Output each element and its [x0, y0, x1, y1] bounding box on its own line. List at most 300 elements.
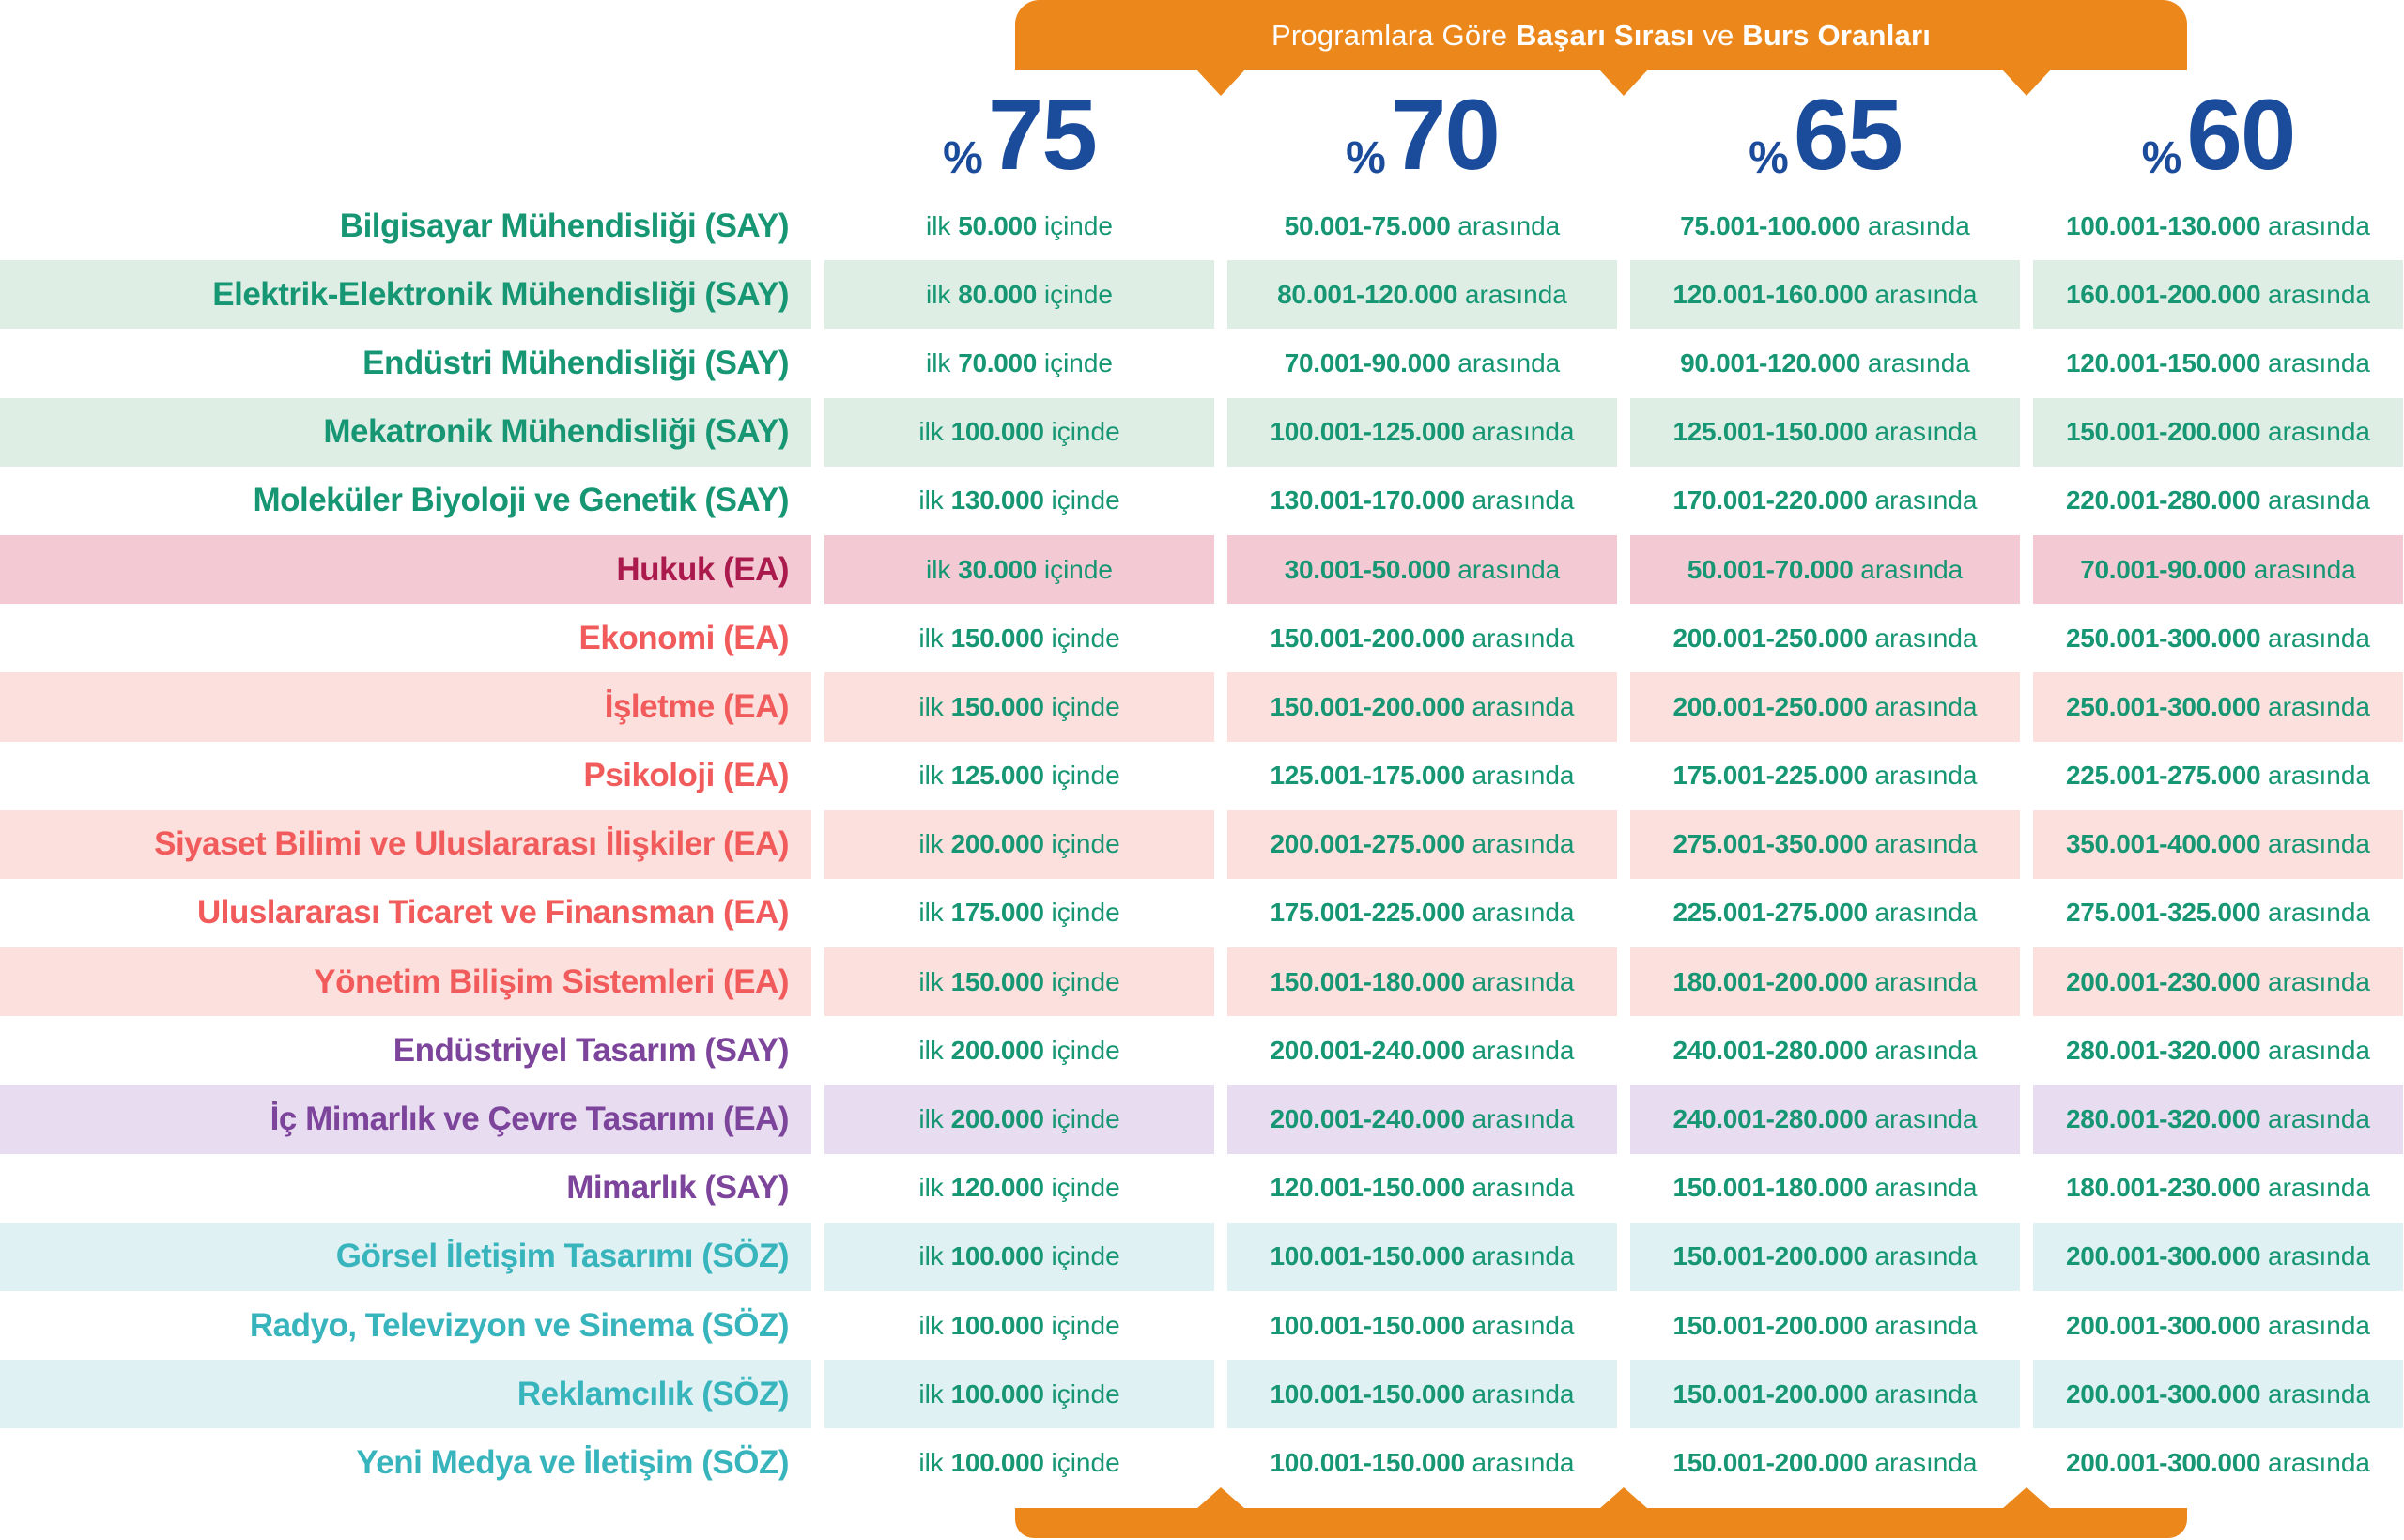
- banner-pointer-up-icon: [2002, 1487, 2051, 1509]
- rank-number: 100.001-150.000: [1270, 1310, 1465, 1340]
- rank-cell-60: [2033, 329, 2403, 397]
- rank-number: 150.001-200.000: [1672, 1378, 1868, 1409]
- rank-label: ilk: [925, 554, 959, 584]
- rank-label: arasında: [1464, 691, 1575, 721]
- rank-cell-65: [1630, 742, 2020, 810]
- rank-label: arasında: [1867, 1310, 1978, 1340]
- rank-number: 150.000: [950, 691, 1044, 721]
- rank-number: 130.001-170.000: [1270, 485, 1465, 516]
- rank-number: 70.000: [958, 347, 1038, 377]
- rank-label: içinde: [1043, 761, 1120, 791]
- rank-label: ilk: [925, 210, 959, 240]
- rank-number: 100.001-150.000: [1270, 1378, 1465, 1409]
- percent-value: 70: [1390, 77, 1499, 191]
- program-name: İşletme (EA): [0, 672, 811, 741]
- rank-number: 125.000: [950, 761, 1044, 791]
- rank-number: 225.001-275.000: [1672, 898, 1868, 928]
- rank-cell-60: [2033, 742, 2403, 810]
- rank-label: arasında: [2260, 1035, 2370, 1065]
- rank-label: içinde: [1043, 485, 1120, 516]
- rank-cell-60: [2033, 1291, 2403, 1360]
- rank-number: 175.000: [950, 898, 1044, 928]
- rank-number: 125.001-150.000: [1672, 417, 1868, 447]
- program-name: Endüstriyel Tasarım (SAY): [393, 1031, 789, 1069]
- rank-number: 50.000: [958, 210, 1038, 240]
- banner-pointer-up-icon: [1196, 1487, 1245, 1509]
- rank-cell-75: [824, 1223, 1214, 1291]
- rank-number: 100.000: [950, 1310, 1044, 1340]
- rank-label: ilk: [918, 829, 951, 859]
- rank-label: içinde: [1043, 1447, 1120, 1477]
- rank-label: arasında: [2260, 347, 2370, 377]
- program-row: [0, 810, 2403, 879]
- rank-cell-70: [1227, 604, 1617, 672]
- rank-cell-60: [2033, 260, 2403, 329]
- rank-label: arasında: [2260, 1104, 2370, 1134]
- rank-label: arasında: [1867, 279, 1978, 309]
- rank-cell-70: [1227, 1360, 1617, 1428]
- rank-number: 275.001-350.000: [1672, 829, 1868, 859]
- rank-number: 200.001-300.000: [2065, 1310, 2261, 1340]
- rank-number: 120.001-160.000: [1672, 279, 1868, 309]
- rank-number: 250.001-300.000: [2065, 691, 2261, 721]
- rank-label: arasında: [1457, 279, 1567, 309]
- rank-label: içinde: [1043, 1241, 1120, 1271]
- rank-number: 130.000: [950, 485, 1044, 516]
- rank-cell-75: [824, 260, 1214, 329]
- rank-cell-70: [1227, 1428, 1617, 1497]
- rank-number: 150.001-200.000: [1672, 1310, 1868, 1340]
- program-name: Uluslararası Ticaret ve Finansman (EA): [196, 894, 789, 932]
- rank-cell-60: [2033, 398, 2403, 467]
- rank-label: arasında: [2260, 1241, 2370, 1271]
- rank-number: 225.001-275.000: [2065, 761, 2261, 791]
- rank-cell-60: [2033, 1016, 2403, 1085]
- rank-label: içinde: [1043, 898, 1120, 928]
- rank-number: 200.001-250.000: [1672, 623, 1868, 653]
- rank-cell-75: [824, 192, 1214, 260]
- rank-cell-70: [1227, 1291, 1617, 1360]
- rank-label: ilk: [918, 1447, 951, 1477]
- rank-label: arasında: [1464, 623, 1575, 653]
- rank-cell-75: [824, 742, 1214, 810]
- rank-cell-75: [824, 879, 1214, 947]
- rank-label: ilk: [918, 1241, 951, 1271]
- rank-cell-65: [1630, 810, 2020, 879]
- rank-label: arasında: [2260, 417, 2370, 447]
- rank-number: 100.000: [950, 417, 1044, 447]
- rank-label: arasında: [1464, 898, 1575, 928]
- rank-number: 350.001-400.000: [2065, 829, 2261, 859]
- rank-cell-60: [2033, 467, 2403, 535]
- rank-number: 100.000: [950, 1378, 1044, 1409]
- rank-label: arasında: [1464, 966, 1575, 996]
- rows: [0, 192, 2403, 1498]
- rank-number: 120.001-150.000: [2065, 347, 2261, 377]
- column-header-60: [2033, 75, 2403, 191]
- program-row: [0, 947, 2403, 1016]
- rank-cell-75: [824, 1154, 1214, 1223]
- rank-label: ilk: [925, 279, 959, 309]
- rank-cell-65: [1630, 467, 2020, 535]
- rank-number: 180.001-230.000: [2065, 1173, 2261, 1203]
- program-row: [0, 879, 2403, 947]
- rank-cell-75: [824, 1291, 1214, 1360]
- rank-label: arasında: [1867, 829, 1978, 859]
- program-row: [0, 260, 2403, 329]
- program-name: Hukuk (EA): [0, 535, 811, 604]
- program-row: [0, 604, 2403, 672]
- program-name: Reklamcılık (SÖZ): [0, 1360, 811, 1428]
- rank-label: ilk: [925, 347, 959, 377]
- rank-number: 75.001-100.000: [1680, 210, 1861, 240]
- rank-label: ilk: [918, 1104, 951, 1134]
- rank-number: 200.001-240.000: [1270, 1104, 1465, 1134]
- rank-number: 200.001-300.000: [2065, 1378, 2261, 1409]
- rank-number: 80.000: [958, 279, 1038, 309]
- rank-label: arasında: [2260, 691, 2370, 721]
- program-name: Yeni Medya ve İletişim (SÖZ): [356, 1443, 789, 1481]
- rank-label: ilk: [918, 1310, 951, 1340]
- rank-number: 30.000: [958, 554, 1038, 584]
- rank-number: 180.001-200.000: [1672, 966, 1868, 996]
- rank-label: arasında: [1867, 417, 1978, 447]
- rank-label: arasında: [1867, 623, 1978, 653]
- program-name: Psikoloji (EA): [583, 757, 789, 794]
- rank-cell-65: [1630, 260, 2020, 329]
- rank-cell-60: [2033, 1428, 2403, 1497]
- rank-label: arasında: [1464, 1241, 1575, 1271]
- rank-label: arasında: [1464, 829, 1575, 859]
- rank-cell-60: [2033, 535, 2403, 604]
- rank-cell-65: [1630, 1016, 2020, 1085]
- rank-label: arasında: [1464, 1173, 1575, 1203]
- rank-number: 250.001-300.000: [2065, 623, 2261, 653]
- program-name: Radyo, Televizyon ve Sinema (SÖZ): [249, 1306, 789, 1344]
- rank-number: 150.000: [950, 966, 1044, 996]
- rank-number: 150.001-200.000: [1270, 623, 1465, 653]
- rank-label: içinde: [1037, 279, 1113, 309]
- rank-cell-70: [1227, 879, 1617, 947]
- rank-cell-70: [1227, 1223, 1617, 1291]
- rank-label: ilk: [918, 1173, 951, 1203]
- title-banner: [1015, 0, 2187, 70]
- rank-label: ilk: [918, 898, 951, 928]
- rank-cell-75: [824, 1360, 1214, 1428]
- rank-cell-60: [2033, 947, 2403, 1016]
- program-row: [0, 467, 2403, 535]
- rank-cell-70: [1227, 260, 1617, 329]
- rank-cell-60: [2033, 1154, 2403, 1223]
- rank-label: arasında: [1867, 1035, 1978, 1065]
- rank-number: 150.001-200.000: [2065, 417, 2261, 447]
- program-name: Mekatronik Mühendisliği (SAY): [0, 398, 811, 467]
- program-row: [0, 1154, 2403, 1223]
- rank-label: arasında: [1867, 485, 1978, 516]
- program-row: [0, 535, 2403, 604]
- rank-number: 200.001-300.000: [2065, 1241, 2261, 1271]
- rank-label: arasında: [1867, 1104, 1978, 1134]
- rank-number: 30.001-50.000: [1284, 554, 1451, 584]
- rank-cell-75: [824, 604, 1214, 672]
- program-name: Elektrik-Elektronik Mühendisliği (SAY): [0, 260, 811, 329]
- rank-number: 100.001-130.000: [2065, 210, 2261, 240]
- rank-label: ilk: [918, 1378, 951, 1409]
- rank-cell-65: [1630, 1085, 2020, 1153]
- rank-cell-60: [2033, 1223, 2403, 1291]
- rank-cell-70: [1227, 810, 1617, 879]
- rank-label: arasında: [2260, 1173, 2370, 1203]
- rank-number: 125.001-175.000: [1270, 761, 1465, 791]
- program-row: [0, 398, 2403, 467]
- rank-number: 280.001-320.000: [2065, 1104, 2261, 1134]
- rank-label: arasında: [1867, 1378, 1978, 1409]
- rank-label: içinde: [1043, 1310, 1120, 1340]
- rank-label: arasında: [2260, 761, 2370, 791]
- rank-label: içinde: [1043, 1104, 1120, 1134]
- rank-cell-65: [1630, 535, 2020, 604]
- program-row: [0, 1223, 2403, 1291]
- rank-number: 200.001-250.000: [1672, 691, 1868, 721]
- rank-cell-75: [824, 535, 1214, 604]
- program-name: Siyaset Bilimi ve Uluslararası İlişkiler (EA): [0, 810, 811, 879]
- program-name: Moleküler Biyoloji ve Genetik (SAY): [253, 482, 789, 519]
- percent-sign: %: [1346, 132, 1386, 183]
- rank-label: içinde: [1043, 1378, 1120, 1409]
- rank-number: 120.001-150.000: [1270, 1173, 1465, 1203]
- rank-number: 100.001-150.000: [1270, 1241, 1465, 1271]
- rank-cell-60: [2033, 810, 2403, 879]
- rank-number: 170.001-220.000: [1672, 485, 1868, 516]
- rank-cell-75: [824, 1428, 1214, 1497]
- rank-cell-75: [824, 1085, 1214, 1153]
- rank-cell-65: [1630, 398, 2020, 467]
- rank-cell-65: [1630, 604, 2020, 672]
- rank-label: içinde: [1043, 829, 1120, 859]
- rank-label: içinde: [1043, 417, 1120, 447]
- rank-label: içinde: [1043, 1035, 1120, 1065]
- rank-number: 90.001-120.000: [1680, 347, 1861, 377]
- rank-cell-60: [2033, 1360, 2403, 1428]
- rank-label: arasında: [1860, 210, 1970, 240]
- rank-label: ilk: [918, 691, 951, 721]
- rank-cell-60: [2033, 192, 2403, 260]
- rank-cell-70: [1227, 535, 1617, 604]
- program-name: Bilgisayar Mühendisliği (SAY): [339, 207, 789, 244]
- title-text-prefix: Programlara Göre: [1271, 18, 1517, 52]
- rank-cell-75: [824, 329, 1214, 397]
- rank-label: arasında: [1867, 691, 1978, 721]
- rank-label: arasında: [1464, 1035, 1575, 1065]
- rank-number: 100.000: [950, 1241, 1044, 1271]
- program-row: [0, 1085, 2403, 1153]
- rank-number: 70.001-90.000: [2080, 554, 2246, 584]
- rank-label: arasında: [1450, 347, 1561, 377]
- rank-cell-75: [824, 947, 1214, 1016]
- rank-number: 160.001-200.000: [2065, 279, 2261, 309]
- rank-label: arasında: [1867, 1447, 1978, 1477]
- rank-number: 150.001-200.000: [1672, 1447, 1868, 1477]
- rank-label: arasında: [1867, 966, 1978, 996]
- rank-cell-65: [1630, 947, 2020, 1016]
- rank-cell-65: [1630, 672, 2020, 741]
- rank-number: 175.001-225.000: [1270, 898, 1465, 928]
- rank-number: 175.001-225.000: [1672, 761, 1868, 791]
- program-name: Endüstri Mühendisliği (SAY): [362, 344, 789, 381]
- rank-number: 240.001-280.000: [1672, 1104, 1868, 1134]
- rank-label: arasında: [2260, 1447, 2370, 1477]
- rank-label: arasında: [1867, 761, 1978, 791]
- percent-sign: %: [943, 132, 983, 183]
- percent-sign: %: [2141, 132, 2182, 183]
- rank-number: 100.001-125.000: [1270, 417, 1465, 447]
- rank-cell-60: [2033, 1085, 2403, 1153]
- rank-label: ilk: [918, 1035, 951, 1065]
- rank-label: arasında: [2260, 1378, 2370, 1409]
- rank-label: arasında: [1450, 210, 1561, 240]
- rank-label: içinde: [1043, 1173, 1120, 1203]
- rank-cell-65: [1630, 192, 2020, 260]
- program-row: [0, 742, 2403, 810]
- rank-number: 275.001-325.000: [2065, 898, 2261, 928]
- rank-label: arasında: [1464, 1104, 1575, 1134]
- rank-label: arasında: [1853, 554, 1964, 584]
- title-text-basari-sirasi: Başarı Sırası: [1516, 18, 1695, 52]
- rank-label: ilk: [918, 485, 951, 516]
- rank-label: arasında: [1464, 1310, 1575, 1340]
- rank-cell-70: [1227, 1016, 1617, 1085]
- percent-sign: %: [1749, 132, 1789, 183]
- rank-cell-65: [1630, 879, 2020, 947]
- column-header-70: [1227, 75, 1617, 191]
- rank-number: 150.001-180.000: [1672, 1173, 1868, 1203]
- rank-cell-65: [1630, 1360, 2020, 1428]
- rank-cell-65: [1630, 1223, 2020, 1291]
- rank-cell-65: [1630, 329, 2020, 397]
- rank-number: 50.001-70.000: [1687, 554, 1854, 584]
- rank-number: 150.001-180.000: [1270, 966, 1465, 996]
- rank-cell-75: [824, 1016, 1214, 1085]
- rank-cell-70: [1227, 672, 1617, 741]
- rank-label: arasında: [2260, 898, 2370, 928]
- rank-label: arasında: [2260, 1310, 2370, 1340]
- rank-label: arasında: [1464, 761, 1575, 791]
- rank-label: arasında: [2260, 829, 2370, 859]
- rank-number: 280.001-320.000: [2065, 1035, 2261, 1065]
- rank-cell-70: [1227, 742, 1617, 810]
- rank-number: 100.001-150.000: [1270, 1447, 1465, 1477]
- rank-number: 200.000: [950, 829, 1044, 859]
- rank-label: içinde: [1043, 691, 1120, 721]
- rank-number: 200.001-300.000: [2065, 1447, 2261, 1477]
- rank-label: arasında: [1464, 417, 1575, 447]
- percent-value: 65: [1793, 77, 1902, 191]
- program-name: Görsel İletişim Tasarımı (SÖZ): [0, 1223, 811, 1291]
- column-header-65: [1630, 75, 2020, 191]
- rank-label: ilk: [918, 761, 951, 791]
- rank-label: arasında: [2260, 210, 2370, 240]
- rank-label: arasında: [1867, 1173, 1978, 1203]
- rank-number: 240.001-280.000: [1672, 1035, 1868, 1065]
- rank-label: arasında: [1867, 1241, 1978, 1271]
- rank-number: 80.001-120.000: [1277, 279, 1458, 309]
- rank-cell-70: [1227, 329, 1617, 397]
- rank-number: 200.001-240.000: [1270, 1035, 1465, 1065]
- rank-label: arasında: [2260, 623, 2370, 653]
- program-name: Yönetim Bilişim Sistemleri (EA): [0, 947, 811, 1016]
- rank-cell-70: [1227, 467, 1617, 535]
- rank-label: arasında: [1464, 485, 1575, 516]
- rank-label: arasında: [1464, 1378, 1575, 1409]
- rank-cell-75: [824, 810, 1214, 879]
- rank-number: 150.001-200.000: [1672, 1241, 1868, 1271]
- rank-label: içinde: [1037, 554, 1113, 584]
- banner-pointer-up-icon: [1599, 1487, 1648, 1509]
- rank-label: arasında: [2260, 279, 2370, 309]
- rank-number: 100.000: [950, 1447, 1044, 1477]
- program-row: [0, 1360, 2403, 1428]
- rank-cell-65: [1630, 1428, 2020, 1497]
- title-text-burs-oranlari: Burs Oranları: [1742, 18, 1932, 52]
- rank-number: 120.000: [950, 1173, 1044, 1203]
- rank-label: içinde: [1037, 347, 1113, 377]
- column-header-75: [824, 75, 1214, 191]
- rank-cell-60: [2033, 879, 2403, 947]
- rank-cell-75: [824, 467, 1214, 535]
- rank-label: arasında: [2260, 966, 2370, 996]
- rank-number: 150.000: [950, 623, 1044, 653]
- program-row: [0, 329, 2403, 397]
- percent-value: 75: [987, 77, 1096, 191]
- rank-label: ilk: [918, 623, 951, 653]
- percent-value: 60: [2186, 77, 2295, 191]
- rank-label: içinde: [1043, 623, 1120, 653]
- rank-number: 150.001-200.000: [1270, 691, 1465, 721]
- rank-cell-65: [1630, 1291, 2020, 1360]
- program-name: İç Mimarlık ve Çevre Tasarımı (EA): [0, 1085, 811, 1153]
- rank-number: 50.001-75.000: [1284, 210, 1451, 240]
- rank-cell-75: [824, 672, 1214, 741]
- rank-number: 200.001-275.000: [1270, 829, 1465, 859]
- rank-cell-60: [2033, 604, 2403, 672]
- rank-number: 200.001-230.000: [2065, 966, 2261, 996]
- rank-label: içinde: [1043, 966, 1120, 996]
- program-name: Ekonomi (EA): [578, 619, 789, 656]
- rank-number: 200.000: [950, 1104, 1044, 1134]
- program-name: Mimarlık (SAY): [566, 1169, 789, 1207]
- rank-label: ilk: [918, 417, 951, 447]
- rank-number: 200.000: [950, 1035, 1044, 1065]
- rank-label: arasında: [1450, 554, 1561, 584]
- rank-label: arasında: [1464, 1447, 1575, 1477]
- bottom-bar: [1015, 1508, 2187, 1538]
- rank-cell-65: [1630, 1154, 2020, 1223]
- rank-cell-60: [2033, 672, 2403, 741]
- program-row: [0, 1016, 2403, 1085]
- rank-cell-70: [1227, 398, 1617, 467]
- rank-label: içinde: [1037, 210, 1113, 240]
- rank-cell-75: [824, 398, 1214, 467]
- rank-cell-70: [1227, 1154, 1617, 1223]
- rank-cell-70: [1227, 192, 1617, 260]
- rank-label: arasında: [2260, 485, 2370, 516]
- rank-label: arasında: [2245, 554, 2356, 584]
- program-row: [0, 1291, 2403, 1360]
- rank-label: arasında: [1860, 347, 1970, 377]
- rank-cell-70: [1227, 947, 1617, 1016]
- title-text-ve: ve: [1694, 18, 1743, 52]
- rank-number: 220.001-280.000: [2065, 485, 2261, 516]
